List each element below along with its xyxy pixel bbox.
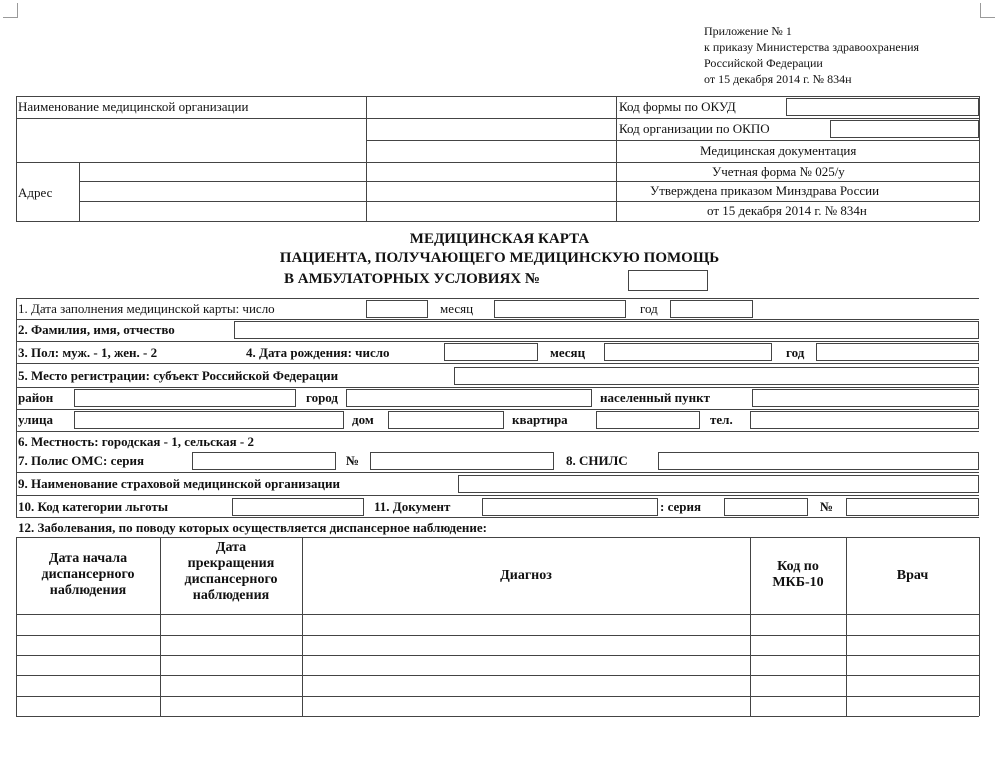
- street-label: улица: [18, 412, 53, 427]
- oms-number-label: №: [346, 453, 360, 468]
- birth-day-field[interactable]: [444, 343, 538, 361]
- okpo-label: Код организации по ОКПО: [619, 121, 770, 136]
- okud-label: Код формы по ОКУД: [619, 99, 736, 114]
- document-field[interactable]: [482, 498, 658, 516]
- house-label: дом: [352, 412, 374, 427]
- note-line-3: Российской Федерации: [704, 56, 823, 70]
- city-field[interactable]: [346, 389, 592, 407]
- insurer-field[interactable]: [458, 475, 979, 493]
- dispensary-diseases-label: 12. Заболевания, по поводу которых осуществляется диспансерное наблюдение:: [18, 520, 487, 535]
- registration-subject-field[interactable]: [454, 367, 979, 385]
- street-field[interactable]: [74, 411, 344, 429]
- col-icd10-header: Код по МКБ-10: [772, 559, 824, 590]
- table-row[interactable]: [17, 697, 979, 716]
- document-label: 11. Документ: [374, 499, 451, 514]
- birth-year-field[interactable]: [816, 343, 979, 361]
- locality-label: 6. Местность: городская - 1, сельская - 2: [18, 434, 255, 449]
- org-name-label: Наименование медицинской организации: [18, 99, 249, 114]
- city-label: город: [306, 390, 339, 405]
- snils-label: 8. СНИЛС: [566, 453, 628, 468]
- okud-code-field[interactable]: [786, 98, 979, 116]
- birth-date-label: 4. Дата рождения: число: [246, 345, 390, 360]
- table-row[interactable]: [17, 636, 979, 655]
- approved-date-label: от 15 декабря 2014 г. № 834н: [707, 203, 867, 218]
- settlement-label: населенный пункт: [600, 390, 710, 405]
- page-corner-mark-right: [980, 3, 995, 18]
- settlement-field[interactable]: [752, 389, 979, 407]
- oms-number-field[interactable]: [370, 452, 554, 470]
- col-end-date-header: Дата прекращения диспансерного наблюдения: [184, 540, 278, 603]
- table-row[interactable]: [17, 615, 979, 635]
- full-name-label: 2. Фамилия, имя, отчество: [18, 322, 175, 337]
- house-field[interactable]: [388, 411, 504, 429]
- oms-series-field[interactable]: [192, 452, 336, 470]
- fill-day-field[interactable]: [366, 300, 428, 318]
- benefit-code-label: 10. Код категории льготы: [18, 499, 168, 514]
- birth-month-label: месяц: [550, 345, 586, 360]
- col-doctor-header: Врач: [896, 568, 929, 583]
- table-row[interactable]: [17, 656, 979, 675]
- fill-month-field[interactable]: [494, 300, 626, 318]
- birth-month-field[interactable]: [604, 343, 772, 361]
- document-series-label: : серия: [660, 499, 702, 514]
- table-row[interactable]: [17, 676, 979, 696]
- note-line-2: к приказу Министерства здравоохранения: [704, 40, 920, 54]
- phone-field[interactable]: [750, 411, 979, 429]
- fill-date-label: 1. Дата заполнения медицинской карты: число: [18, 301, 275, 316]
- title-line-3: В АМБУЛАТОРНЫХ УСЛОВИЯХ №: [284, 271, 540, 287]
- okpo-code-field[interactable]: [830, 120, 979, 138]
- benefit-code-field[interactable]: [232, 498, 364, 516]
- phone-label: тел.: [710, 412, 733, 427]
- fill-year-label: год: [640, 301, 658, 316]
- note-line-1: Приложение № 1: [704, 24, 792, 38]
- oms-series-label: 7. Полис ОМС: серия: [18, 453, 145, 468]
- snils-field[interactable]: [658, 452, 979, 470]
- col-start-date-header: Дата начала диспансерного наблюдения: [41, 551, 135, 598]
- apartment-field[interactable]: [596, 411, 700, 429]
- col-diagnosis-header: Диагноз: [500, 568, 552, 583]
- page-corner-mark-left: [3, 3, 18, 18]
- document-series-field[interactable]: [724, 498, 808, 516]
- fill-month-label: месяц: [440, 301, 474, 316]
- document-number-field[interactable]: [846, 498, 979, 516]
- title-line-1: МЕДИЦИНСКАЯ КАРТА: [409, 231, 590, 247]
- district-field[interactable]: [74, 389, 296, 407]
- district-label: район: [18, 390, 54, 405]
- form-number-label: Учетная форма № 025/у: [712, 164, 845, 179]
- apartment-label: квартира: [512, 412, 568, 427]
- approved-label: Утверждена приказом Минздрава России: [650, 183, 880, 198]
- full-name-field[interactable]: [234, 321, 979, 339]
- fill-year-field[interactable]: [670, 300, 753, 318]
- note-line-4: от 15 декабря 2014 г. № 834н: [704, 72, 852, 86]
- document-number-label: №: [820, 499, 834, 514]
- title-line-2: ПАЦИЕНТА, ПОЛУЧАЮЩЕГО МЕДИЦИНСКУЮ ПОМОЩЬ: [279, 250, 720, 266]
- registration-subject-label: 5. Место регистрации: субъект Российской Федерации: [18, 368, 339, 383]
- card-number-field[interactable]: [628, 270, 708, 291]
- sex-label: 3. Пол: муж. - 1, жен. - 2: [18, 345, 158, 360]
- insurer-label: 9. Наименование страховой медицинской организации: [18, 476, 340, 491]
- birth-year-label: год: [786, 345, 805, 360]
- med-doc-label: Медицинская документация: [700, 143, 857, 158]
- address-label: Адрес: [18, 185, 53, 200]
